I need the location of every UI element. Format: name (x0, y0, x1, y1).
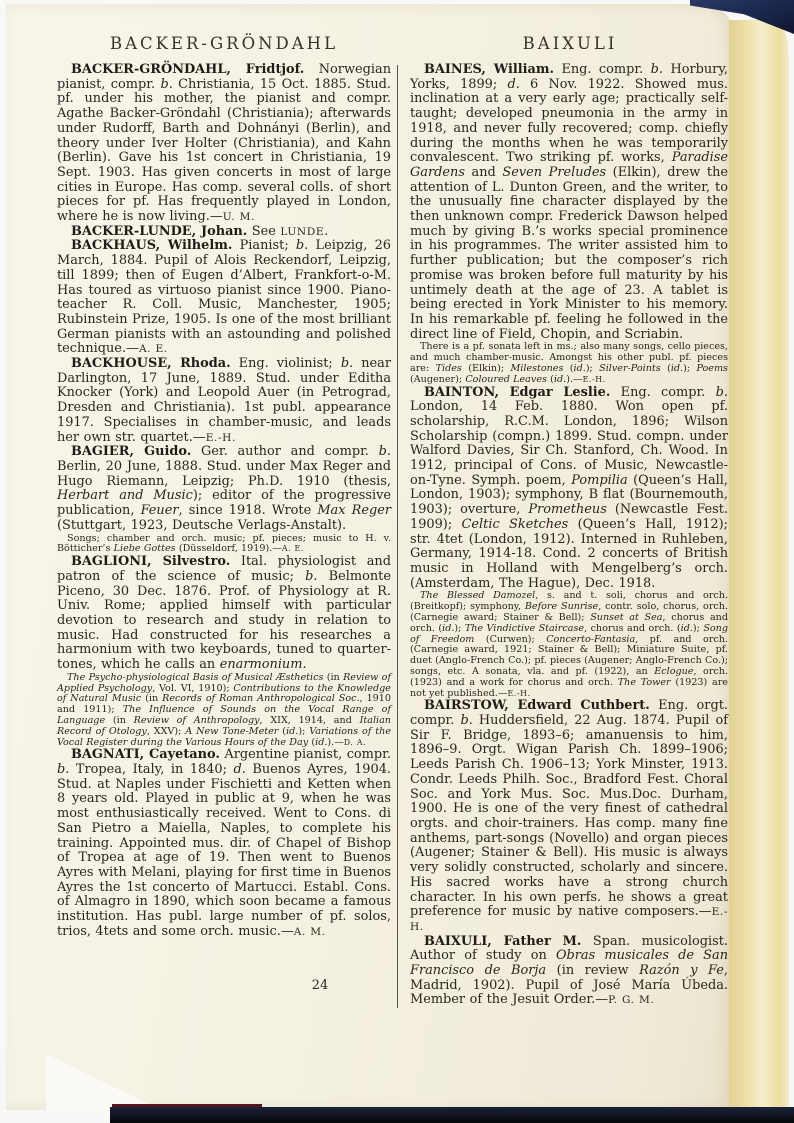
text-run: Eclogue (654, 665, 694, 677)
text-run: Song of Freedom (410, 622, 728, 645)
text-run: b. (715, 384, 728, 400)
text-run: Pianist; (232, 238, 296, 254)
text-run: E.-H. (410, 906, 728, 933)
text-run: ( (660, 362, 671, 374)
text-run: b. (57, 762, 70, 777)
text-run: Songs; chamber and orch. music; pf. pieces; music to H. v. Bötticher’s (57, 532, 391, 555)
text-run: id. (286, 725, 299, 737)
entry-paragraph (57, 357, 391, 445)
running-head-right: BAIXULI (522, 34, 618, 53)
dictionary-entry (57, 748, 391, 939)
text-run: b. (460, 713, 473, 729)
text-run: Pompilia (571, 472, 628, 488)
text-run: Liebe Gottes (113, 543, 176, 555)
entry-paragraph (57, 63, 391, 225)
text-run: Leipzig, 26 March, 1884. Pupil of Alois Reckendorf, Leipzig, till 1899; then of Eugen d’Albert, Frankfort-o-M. Has toured as virtuoso pianist since 1900. Piano-teacher R. Coll. Music, Manchester, 1905; Rubinstein Prize, 1905. Is one of the most brilliant German pianists with an astounding and polished technique.— (57, 238, 391, 357)
text-run: near Darlington, 17 June, 1889. Stud. under Editha Knocker (York) and Leopold Auer (in Petrograd, Dresden and Christiania). 1st publ. appearance 1917. Specialises in chamber-music, and leads her own str. quartet.— (57, 356, 392, 445)
text-run: A New Tone-Meter (185, 725, 279, 737)
text-run: U. M. (222, 211, 255, 224)
text-run: , s. and t. soli, chorus and orch. (Breitkopf); symphony, (410, 590, 728, 613)
text-run: Argentine pianist, compr. (219, 747, 391, 763)
text-run: Ger. author and compr. (191, 444, 379, 460)
text-run: D. A. (343, 737, 367, 747)
text-run: A. E. (138, 343, 168, 356)
text-run: Celtic Sketches (461, 516, 569, 532)
dictionary-entry (57, 63, 391, 225)
text-run: , since 1918. Wrote (178, 503, 318, 519)
text-run: , XXV); (146, 725, 186, 737)
text-run: The Tower (617, 676, 671, 688)
entry-headword: BAINES, William. (424, 62, 555, 77)
text-run: The Blessed Damozel (420, 590, 536, 602)
dictionary-entry (410, 935, 728, 1009)
text-run: (Stuttgart, 1923, Deutsche Verlags-Anstalt). (57, 517, 347, 533)
text-run: Span. musicologist. Author of study on (410, 933, 728, 964)
text-run: id. (573, 362, 586, 374)
entry-headword: BACKER-LUNDE, Johan. (71, 223, 248, 239)
text-run: Eng. compr. (554, 62, 651, 77)
text-run: There is a pf. sonata left in ms.; also many songs, cello pieces, and much chamber-music. Amongst his other publ. pf. pieces are: (410, 341, 728, 374)
book-cover-bottom-edge (110, 1107, 794, 1123)
text-run: Obras musicales de San Francisco de Borja (410, 948, 728, 979)
entry-headword: BAIRSTOW, Edward Cuthbert. (424, 698, 650, 714)
text-run: (Queen’s Hall, 1912); str. 4tet (London, 1912). Interned in Ruhleben, Germany, 1914-18. Cond. 2 concerts of British music in Holland with Mengelberg’s orch. (Amsterdam, The Hague), Dec. 1918. (410, 516, 728, 591)
text-run: Coloured Leaves (465, 373, 547, 385)
text-run: d. (233, 762, 246, 777)
entry-headword: BAINTON, Edgar Leslie. (424, 384, 611, 400)
text-run: b. (305, 568, 318, 584)
text-run: Berlin, 20 June, 1888. Stud. under Max Reger and Hugo Riemann, Leipzig; Ph.D. 1910 (thesis, (57, 458, 391, 489)
text-run: Poems (696, 362, 728, 374)
text-run: , Madrid, 1902). Pupil of José María Úbeda. Member of the Jesuit Order.— (410, 963, 729, 1008)
text-run: Eng. compr. (610, 384, 716, 400)
text-run: Buenos Ayres, 1904. Stud. at Naples under Fischietti and Ketten when 8 years old. Played in public at 9, when he was most enthusiastically received. Went to Cons. di San Pietro a Maiella, Naples, to complete his training. Appointed mus. dir. of Chapel of Bishop of Tropea at age of 19. Then went to Buenos Ayres with Melani, playing for first time in Buenos Ayres the 1st concerto of Martucci. Establ. Cons. of Almagro in 1890, which soon became a famous institution. Has publ. large number of pf. solos, trios, 4tets and some orch. music.— (57, 762, 391, 939)
text-run: London, 14 Feb. 1880. Won open pf. scholarship, R.C.M. London, 1896; Wilson Scholarship (compn.) 1899. Stud. compn. under Walford Davies, Sir Ch. Stanford, Ch. Wood. In 1912, principal of Cons. of Music, Newcastle-on-Tyne. Symph. poem, (410, 399, 728, 488)
text-run: , chorus and orch. ( (584, 622, 681, 634)
text-run: , chorus and orch. ( (410, 611, 729, 634)
text-run: (Elkin); (461, 362, 511, 374)
text-run: , contr. solo, chorus, orch. (Carnegie award; Stainer & Bell); (410, 601, 729, 623)
text-run: ).— (327, 736, 344, 748)
text-run: Christiania, 15 Oct. 1885. Stud. pf. under his mother, the pianist and compr. Agathe Backer-Gröndahl (Christiania); afterwards under Rudorff, Barth and Dohnányi (Berlin), and theory under Iver Holter (Christiania), and Kahn (Berlin). Gave his 1st concert in Christiania, 19 Sept. 1903. Has given concerts in most of large cities in Europe. Has comp. several colls. of short pieces for pf. Has frequently played in London, where he is now living.— (57, 76, 391, 225)
text-run: ).— (566, 373, 583, 385)
text-run: Eng. orgt. compr. (410, 698, 728, 729)
text-run: b. (160, 76, 173, 92)
dictionary-entry (410, 63, 728, 386)
text-run: , pf. and orch. (Carnegie award, 1921; Stainer & Bell); Miniature Suite, pf. duet (Anglo-French Co.); pf. pieces (Augener; Anglo-French Co.); songs, etc. A sonata, vla. and pf. (1922), an (410, 633, 728, 677)
entry-headword: BACKHAUS, Wilhelm. (71, 238, 233, 254)
text-run: b. (340, 356, 354, 372)
running-head-left: BACKER-GRÖNDAHL (109, 34, 339, 53)
text-run: (1923) are not yet published.— (410, 676, 728, 699)
text-run: d. (507, 76, 520, 92)
text-run: id. (670, 362, 684, 374)
dictionary-entry (57, 225, 391, 240)
running-heads (57, 34, 729, 53)
text-run: Before Sunrise (524, 601, 599, 613)
text-columns (57, 63, 729, 1008)
text-run: The Vindictive Staircase (464, 622, 585, 634)
text-run: See (247, 223, 281, 239)
text-run: LUNDE (280, 225, 325, 238)
entry-paragraph (57, 225, 391, 240)
entry-works-note (410, 342, 728, 385)
text-run: b. (295, 238, 309, 254)
text-run: Concerto-Fantasia (546, 633, 636, 645)
text-run: b. (650, 62, 664, 77)
entry-headword: BAIXULI, Father M. (424, 933, 582, 949)
text-run: id. (553, 373, 567, 385)
text-run: Paradise Gardens (410, 150, 728, 180)
dictionary-entry (410, 699, 728, 934)
text-run: ); (585, 362, 600, 374)
text-run: Belmonte Piceno, 30 Dec. 1876. Prof. of Physiology at R. Univ. Rome; applied himself with particular devotion to research and study in relation to music. Had constructed for his researches a harmonium with two keyboards, tuned to quarter-tones, which he calls an (57, 568, 391, 673)
text-run: Seven Preludes (502, 164, 607, 180)
column-left (57, 63, 391, 1008)
text-run: (in review (546, 963, 640, 979)
entry-works-note (57, 673, 391, 749)
entry-paragraph (410, 699, 728, 934)
text-run: ); editor of the progressive publication, (57, 488, 391, 519)
entry-paragraph (410, 386, 728, 592)
text-run: (in (105, 714, 134, 726)
text-run: E.-H. (582, 374, 606, 384)
text-run: The Psycho-physiological Basis of Musical Æsthetics (67, 671, 324, 683)
column-right (410, 63, 728, 1008)
text-run: Review of Applied Psychology (57, 671, 392, 694)
text-run: id. (315, 736, 328, 748)
text-run: ( (563, 362, 574, 374)
dictionary-entry (57, 357, 391, 445)
text-run: enarmonium. (219, 657, 307, 673)
text-run: A. M. (293, 925, 326, 938)
entry-headword: BAGLIONI, Silvestro. (71, 554, 231, 570)
text-run: ); (692, 622, 704, 634)
entry-works-note (57, 534, 391, 556)
text-run: Milestones (510, 362, 564, 374)
text-run: ( (308, 736, 316, 748)
dictionary-entry (410, 386, 728, 700)
text-run: 6 Nov. 1922. Showed mus. inclination at a very early age; practically self-taught; developed pneumonia in the army in 1918, and never fully recovered; comp. chiefly during the months when he was temporarily convalescent. Two striking pf. works, (410, 76, 729, 166)
text-run: Silver-Points (599, 362, 661, 374)
text-run: Records of Roman Anthropological Soc. (162, 693, 360, 705)
text-run: E.-H. (507, 688, 531, 698)
text-run: Tides (435, 362, 462, 374)
text-run: Max Reger (317, 503, 392, 519)
text-run: , XIX, 1914, and (259, 714, 360, 726)
entry-paragraph (57, 445, 391, 533)
text-run: Ital. physiologist and patron of the science of music; (57, 554, 391, 584)
text-run: (Augener); (410, 373, 466, 385)
text-run: and (464, 164, 503, 180)
dictionary-entry (57, 239, 391, 357)
text-run: Italian Record of Otology (57, 714, 391, 737)
column-divider-rule (397, 65, 398, 1008)
text-run: ); (454, 622, 465, 634)
entry-paragraph (410, 63, 728, 342)
text-run: Contributions to the Knowledge of Natural Music (57, 682, 391, 705)
text-run: E.-H. (205, 431, 236, 444)
text-run: Variations of the Vocal Register during the Various Hours of the Day (57, 725, 392, 748)
entry-headword: BACKHOUSE, Rhoda. (71, 356, 231, 372)
text-run: P. G. M. (608, 994, 655, 1007)
text-run: (in (323, 671, 344, 683)
text-run: Feuer (140, 503, 179, 519)
text-run: (Elkin), drew the attention of L. Dunton Green, and the writer, to the unusually fine character displayed by the then unknown compr. Frederick Dawson helped much by giving B.’s works special prominence in his programmes. The writer assisted him to further publication; but the composer’s rich promise was broken before full maturity by his untimely death at the age of 23. A tablet is being erected in York Minister to his memory. In his remarkable pf. feeling he followed in the direct line of Field, Chopin, and Scriabin. (410, 164, 729, 342)
entry-paragraph (410, 935, 728, 1009)
text-run: Prometheus (528, 502, 607, 518)
page-curl-shadow (46, 1032, 161, 1110)
dictionary-entry (57, 555, 391, 748)
text-run: . (324, 223, 329, 239)
entry-works-note (410, 591, 728, 699)
entry-paragraph (57, 555, 391, 673)
text-run: id. (680, 622, 693, 634)
text-run: (Curwen); (474, 633, 547, 645)
text-run: , 1910 and 1911); (57, 693, 391, 716)
text-run: id. (442, 622, 455, 634)
book-fore-edge-pages (729, 20, 789, 1107)
text-run: (in (141, 693, 163, 705)
text-run: b. (378, 444, 392, 460)
printed-page-content (57, 34, 729, 1008)
entry-paragraph (57, 239, 391, 357)
text-run: Razón y Fe (639, 963, 724, 979)
text-run: ); (683, 362, 697, 374)
entry-headword: BAGIER, Guido. (71, 444, 192, 460)
text-run: ); (298, 725, 310, 737)
text-run: A. E. (281, 544, 304, 554)
text-run: (Düsseldorf, 1919).— (175, 543, 282, 555)
text-run: Review of Anthropology (133, 714, 260, 726)
entry-headword: BAGNATI, Cayetano. (71, 747, 220, 763)
page-number: 24 (311, 978, 329, 993)
text-run: ( (278, 725, 287, 737)
text-run: The Influence of Sounds on the Vocal Range of Language (57, 704, 391, 726)
text-run: (Queen’s Hall, London, 1903); symphony, B flat (Bournemouth, 1903); overture, (410, 472, 729, 518)
entry-paragraph (57, 748, 391, 939)
text-run: Tropea, Italy, in 1840; (69, 762, 234, 777)
text-run: Norwegian pianist, compr. (57, 62, 391, 92)
text-run: Eng. violinist; (230, 356, 341, 372)
text-run: (Newcastle Fest. 1909); (410, 502, 728, 532)
entry-headword: BACKER-GRÖNDAHL, Fridtjof. (71, 62, 305, 77)
text-run: ( (546, 373, 554, 385)
text-run: Sunset at Sea (590, 611, 663, 623)
text-run: Herbart and Music (57, 488, 193, 504)
text-run: , Vol. VI, 1910); (152, 682, 234, 694)
text-run: Huddersfield, 22 Aug. 1874. Pupil of Sir F. Bridge, 1893–6; amanuensis to him, 1896–9. Orgt. Wigan Parish Ch. 1899–1906; Leeds Parish Ch. 1906–13; York Minster, 1913. Condr. Leeds Philh. Soc., Bradford Fest. Choral Soc. and York Mus. Soc. Mus.Doc. Durham, 1900. He is one of the very finest of cathedral orgts. and choir-trainers. Has comp. many fine anthems, part-songs (Novello) and organ pieces (Augener; Stainer & Bell). His music is always very solidly constructed, scholarly and sincere. His sacred works have a strong church character. In his own perfs. he shows a great preference for music by native composers.— (410, 713, 728, 920)
text-run: , orch. (1923) and a work for chorus and orch. (410, 665, 729, 688)
text-run: Horbury, Yorks, 1899; (410, 62, 729, 92)
dictionary-entry (57, 445, 391, 555)
